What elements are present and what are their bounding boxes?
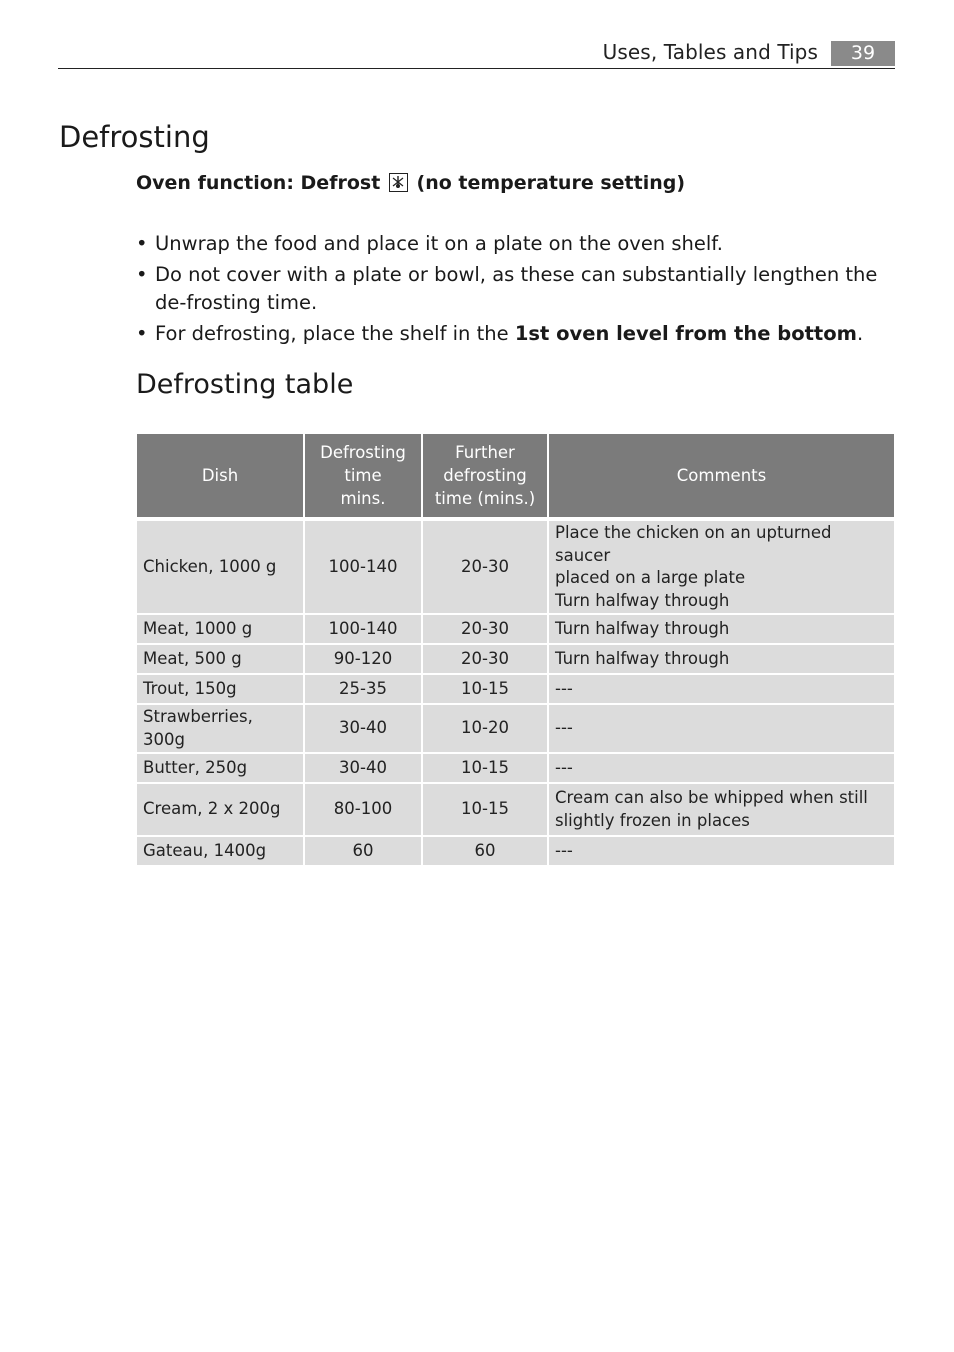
column-header [305,434,421,517]
column-header-line: Comments [676,466,767,485]
dish-cell: Chicken, 1000 g [137,521,303,613]
further-time-cell: 20-30 [423,521,547,613]
list-item-text: Unwrap the food and place it on a plate on the oven shelf. [155,232,723,255]
comment-line: placed on a large plate [555,568,746,587]
column-header-line: Dish [201,466,239,485]
column-header-line: time (mins.) [434,489,536,508]
oven-function-label: Oven function: Defrost [136,172,381,194]
dish-cell: Strawberries, 300g [137,705,303,752]
defrost-time-cell: 80-100 [305,784,421,835]
instruction-list [136,230,896,351]
section-title: Uses, Tables and Tips [602,40,818,64]
defrost-time-cell: 100-140 [305,615,421,643]
column-header-line: time [344,466,382,485]
further-time-cell: 10-15 [423,675,547,703]
comment-line: --- [555,718,573,738]
comments-cell [549,615,894,643]
defrost-time-cell: 30-40 [305,705,421,752]
list-item-end: . [856,322,864,345]
defrost-icon [389,173,408,192]
header-divider [58,68,895,69]
column-header-line: Defrosting [320,443,406,462]
further-time-cell: 10-15 [423,754,547,782]
column-header [423,434,547,517]
list-item-text: Do not cover with a plate or bowl, as these can substantially lengthen the de-frosting time. [155,263,878,314]
list-item-text: For defrosting, place the shelf in the [155,322,515,345]
column-header-line: defrosting [443,466,527,485]
further-time-cell: 10-15 [423,784,547,835]
column-header [549,434,894,517]
defrost-time-cell: 100-140 [305,521,421,613]
table-header-row [137,434,894,517]
defrost-time-cell: 60 [305,837,421,865]
further-time-cell: 60 [423,837,547,865]
column-header-line: Further [455,443,515,462]
comments-cell [549,784,894,835]
comments-cell [549,705,894,752]
comments-cell [549,521,894,613]
page-number: 39 [831,41,895,66]
table-row [137,754,894,782]
table-row [137,705,894,752]
further-time-cell: 10-20 [423,705,547,752]
page-title: Defrosting [59,120,210,154]
further-time-cell: 20-30 [423,615,547,643]
list-item-emphasis: 1st oven level from the bottom [514,322,857,345]
column-header [137,434,303,517]
comment-line: Turn halfway through [555,590,730,610]
oven-function-line [136,172,685,194]
defrost-time-cell: 90-120 [305,645,421,673]
further-time-cell: 20-30 [423,645,547,673]
defrosting-table [135,432,896,867]
comment-line: --- [555,840,573,860]
dish-cell: Butter, 250g [137,754,303,782]
comments-cell [549,675,894,703]
dish-cell: Gateau, 1400g [137,837,303,865]
comment-line: --- [555,678,573,698]
dish-cell: Trout, 150g [137,675,303,703]
defrost-time-cell: 25-35 [305,675,421,703]
list-item [136,261,896,317]
dish-cell: Meat, 500 g [137,645,303,673]
comment-line: Cream can also be whipped when still [555,788,868,807]
comment-line: --- [555,757,573,777]
comment-line: Turn halfway through [555,648,730,668]
table-row [137,675,894,703]
oven-function-note: (no temperature setting) [416,172,686,194]
table-row [137,784,894,835]
comment-line: slightly frozen in places [555,810,750,830]
table-row [137,645,894,673]
comment-line: Place the chicken on an upturned saucer [555,523,832,565]
comment-line: Turn halfway through [555,618,730,638]
comments-cell [549,645,894,673]
dish-cell: Meat, 1000 g [137,615,303,643]
table-title: Defrosting table [136,369,354,400]
list-item [136,320,896,348]
table-row [137,837,894,865]
list-item [136,230,896,258]
table-row [137,521,894,613]
defrost-time-cell: 30-40 [305,754,421,782]
comments-cell [549,837,894,865]
dish-cell: Cream, 2 x 200g [137,784,303,835]
column-header-line: mins. [340,489,386,508]
comments-cell [549,754,894,782]
table-row [137,615,894,643]
